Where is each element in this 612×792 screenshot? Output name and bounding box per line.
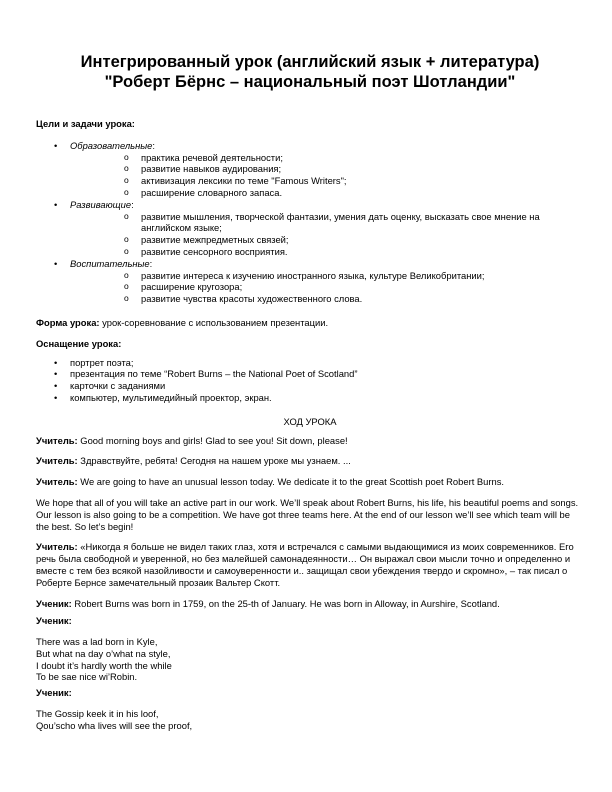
list-item: o расширение словарного запаса. [70,187,584,199]
goal-group-name: Развивающие [70,198,132,210]
list-item: o развитие сенсорного восприятия. [70,246,584,258]
speaker-label: Ученик: [36,597,72,609]
lesson-form-text: урок-соревнование с использованием презентации. [102,316,329,328]
speaker-label: Ученик: [36,687,72,699]
list-item: o развитие интереса к изучению иностранного языка, культуре Великобритании; [70,270,584,282]
lesson-form [36,317,584,329]
poem-stanza [36,708,584,732]
poem-line: The Gossip keek it in his loof, [36,708,159,720]
poem-line: Qou’scho wha lives will see the proof, [36,719,193,731]
goal-group-name: Воспитательные [70,257,150,269]
list-item: o развитие мышления, творческой фантазии, умения дать оценку, высказать свое мнение на английском языке; [70,211,584,235]
page-title: Интегрированный урок (английский язык + литература) "Роберт Бёрнс – национальный поэт Шотландии" [80,53,540,91]
poem-line: But what na day o’what na style, [36,647,171,659]
list-item: o активизация лексики по теме "Famous Writers"; [70,175,584,187]
list-item: o развитие чувства красоты художественного слова. [70,293,584,305]
paragraph-text: Good morning boys and girls! Glad to see you! Sit down, please! [80,434,348,446]
paragraph [36,476,584,488]
speaker-label: Учитель: [36,434,78,446]
list-item: • компьютер, мультимедийный проектор, экран. [36,392,584,404]
goal-group: • Образовательные: o практика речевой деятельности; o развитие навыков аудирования; o активизация лексики по теме "Famous Writers"; o расширение словарного запаса. [36,140,584,199]
goal-sublist [70,211,584,258]
equipment-heading: Оснащение урока: [36,337,122,349]
poem-line: There was a lad born in Kyle, [36,636,158,648]
speaker-label: Учитель: [36,455,78,467]
paragraph [36,435,584,447]
lesson-form-label: Форма урока: [36,316,100,328]
goal-sublist [70,152,584,199]
lesson-heading: ХОД УРОКА [283,415,337,427]
goal-sublist [70,270,584,305]
list-item: o расширение кругозора; [70,281,584,293]
equipment-list [36,357,584,404]
paragraph [36,541,584,588]
paragraph-text: Robert Burns was born in 1759, on the 25-th of January. He was born in Alloway, in Aurshire, Scotland. [74,597,500,609]
goal-group: • Воспитательные: o развитие интереса к изучению иностранного языка, культуре Великобритании; o расширение кругозора; o развитие чувства красоты художественного слова. [36,258,584,305]
list-item: o практика речевой деятельности; [70,152,584,164]
goal-group: • Развивающие: o развитие мышления, творческой фантазии, умения дать оценку, высказать свое мнение на английском языке; o развитие межпредметных связей; o развитие сенсорного восприятия. [36,199,584,258]
document-body [36,118,584,732]
poem-line: I doubt it’s hardly worth the while [36,659,172,671]
speaker-label: Учитель: [36,476,78,488]
goal-group-name: Образовательные [70,139,153,151]
paragraph-text: Здравствуйте, ребята! Сегодня на нашем уроке мы узнаем. ... [80,455,351,467]
paragraph-text: «Никогда я больше не видел таких глаз, хотя и встречался с самыми выдающимися из моих современников. Его речь была свободной и уверенной, но без малейшей самонадеянности… Он выражал свои мысли точно и определенно и вместе с тем без всякой назойливости и самоуверенности и.. защищал свои убеждения твердо и скромно», – так писал о Роберте Бернсе замечательный прозаик Вальтер Скотт. [36,541,574,588]
list-item: • презентация по теме “Robert Burns – the National Poet of Scotland” [36,368,584,380]
speaker-label: Учитель: [36,541,78,553]
goals-heading: Цели и задачи урока: [36,118,135,129]
poem-line: To be sae nice wi’Robin. [36,671,138,683]
goals-list [36,140,584,305]
paragraph [36,598,584,610]
paragraph-text: We are going to have an unusual lesson today. We dedicate it to the great Scottish poet Robert Burns. [80,476,504,488]
poem-stanza [36,636,584,683]
list-item: • портрет поэта; [36,357,584,369]
list-item: • карточки с заданиями [36,380,584,392]
list-item: o развитие навыков аудирования; [70,163,584,175]
paragraph [36,455,584,467]
paragraph: We hope that all of you will take an active part in our work. We’ll speak about Robert Burns, his life, his beautiful poems and songs. Our lesson is also going to be a competition. We have got three teams here. At the end of our lesson we’ll see which team will be the best. So let’s begin! [36,496,579,532]
speaker-label: Ученик: [36,615,72,627]
list-item: o развитие межпредметных связей; [70,234,584,246]
